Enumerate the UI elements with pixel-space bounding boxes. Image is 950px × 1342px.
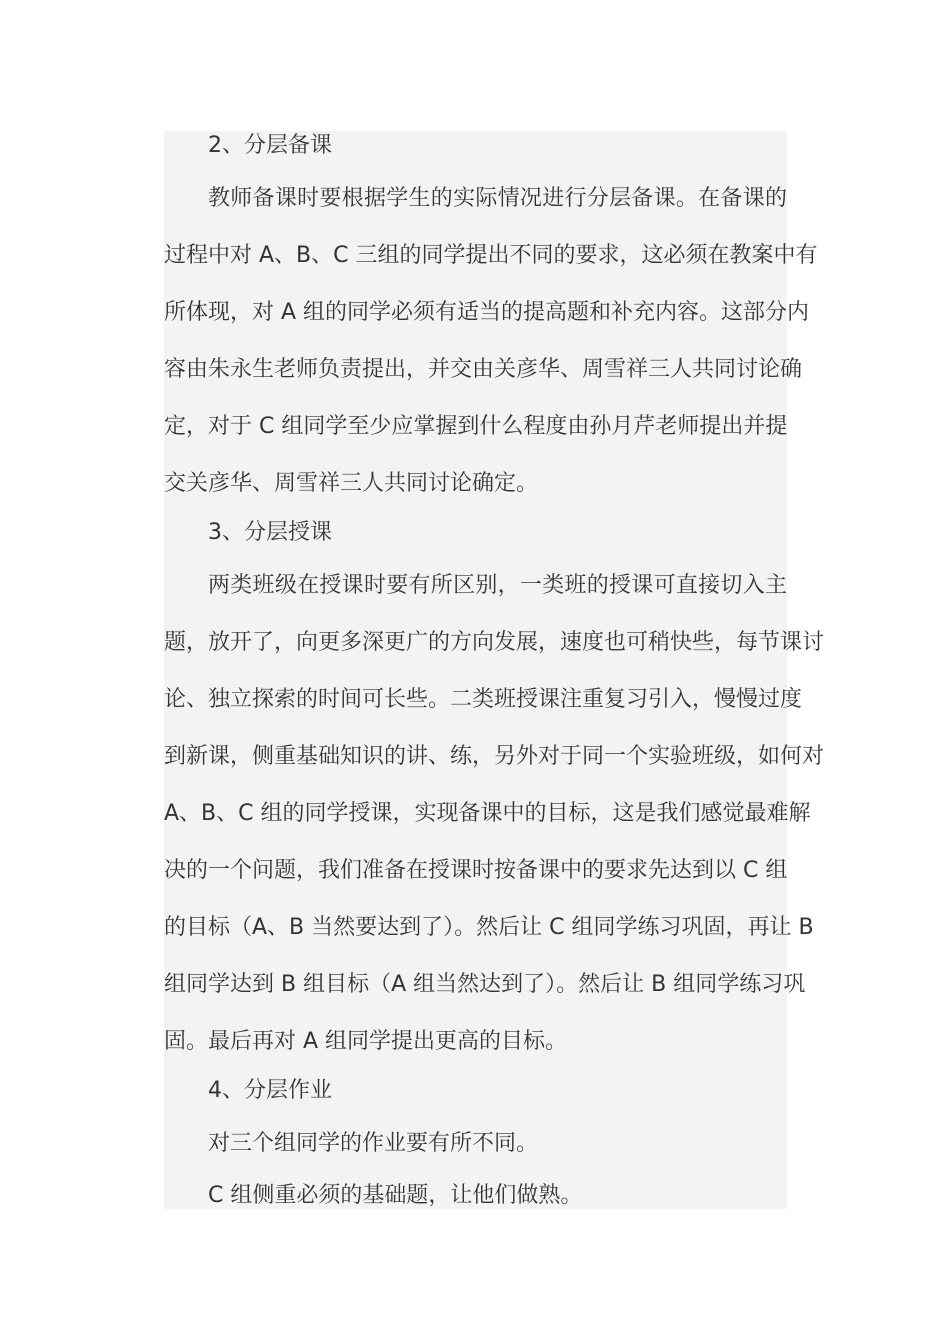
paragraph-line: 的目标（A、B 当然要达到了）。然后让 C 组同学练习巩固，再让 B <box>164 915 814 940</box>
paragraph-line: 交关彦华、周雪祥三人共同讨论确定。 <box>164 471 539 496</box>
paragraph-line: 定，对于 C 组同学至少应掌握到什么程度由孙月芹老师提出并提 <box>164 414 788 439</box>
paragraph-line: 决的一个问题，我们准备在授课时按备课中的要求先达到以 C 组 <box>164 858 788 883</box>
paragraph-line: A、B、C 组的同学授课，实现备课中的目标，这是我们感觉最难解 <box>164 801 811 826</box>
paragraph-line: 容由朱永生老师负责提出，并交由关彦华、周雪祥三人共同讨论确 <box>164 357 803 382</box>
paragraph-line: 所体现，对 A 组的同学必须有适当的提高题和补充内容。这部分内 <box>164 300 810 325</box>
paragraph-line: 到新课，侧重基础知识的讲、练，另外对于同一个实验班级，如何对 <box>164 744 825 769</box>
paragraph-line: 固。最后再对 A 组同学提出更高的目标。 <box>164 1029 568 1054</box>
paragraph-line: 组同学达到 B 组目标（A 组当然达到了）。然后让 B 组同学练习巩 <box>164 972 806 997</box>
paragraph-line: C 组侧重必须的基础题，让他们做熟。 <box>208 1183 583 1208</box>
paragraph-line: 过程中对 A、B、C 三组的同学提出不同的要求，这必须在教案中有 <box>164 243 818 268</box>
paragraph-line: 教师备课时要根据学生的实际情况进行分层备课。在备课的 <box>208 186 787 211</box>
paragraph-line: 题，放开了，向更多深更广的方向发展，速度也可稍快些，每节课讨 <box>164 630 825 655</box>
paragraph-line: 对三个组同学的作业要有所不同。 <box>208 1131 539 1156</box>
document-body <box>164 131 825 1209</box>
paragraph-line: 两类班级在授课时要有所区别，一类班的授课可直接切入主 <box>208 573 787 598</box>
heading-layered-teaching: 3、分层授课 <box>208 520 332 545</box>
paragraph-line: 论、独立探索的时间可长些。二类班授课注重复习引入，慢慢过度 <box>164 687 803 712</box>
heading-layered-homework: 4、分层作业 <box>208 1078 332 1103</box>
heading-layered-preparation: 2、分层备课 <box>208 133 332 158</box>
